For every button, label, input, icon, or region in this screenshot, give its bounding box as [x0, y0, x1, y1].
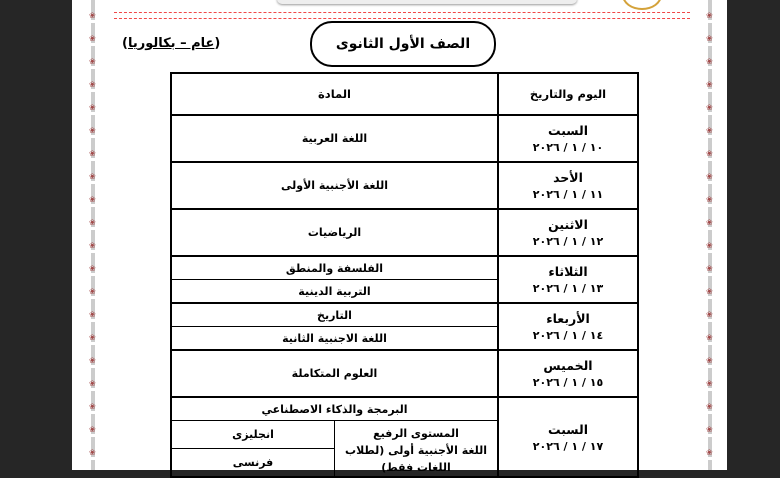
page-border-right: [708, 0, 712, 470]
day-name: السبت: [547, 123, 589, 138]
date: ١٥ / ١ / ٢٠٢٦: [532, 376, 604, 389]
border-ornament-icon: ❀: [706, 11, 713, 20]
border-ornament-icon: ❀: [89, 218, 96, 227]
advanced-level-cell: [335, 421, 499, 478]
column-header-day: اليوم والتاريخ: [498, 73, 638, 115]
border-ornament-icon: ❀: [706, 264, 713, 273]
border-ornament-icon: ❀: [89, 287, 96, 296]
border-ornament-icon: ❀: [706, 57, 713, 66]
border-ornament-icon: ❀: [706, 34, 713, 43]
table-row: [171, 303, 638, 327]
table-row: [171, 350, 638, 397]
border-ornament-icon: ❀: [89, 149, 96, 158]
day-cell: [498, 397, 638, 477]
subject-cell: البرمجة والذكاء الاصطناعي: [171, 397, 498, 421]
subject-cell: الرياضيات: [171, 209, 498, 256]
border-ornament-icon: ❀: [89, 103, 96, 112]
border-ornament-icon: ❀: [89, 264, 96, 273]
subject-cell: اللغة الاجنبية الثانية: [171, 327, 498, 351]
day-cell: [498, 209, 638, 256]
date: ١٧ / ١ / ٢٠٢٦: [532, 439, 604, 453]
border-ornament-icon: ❀: [706, 287, 713, 296]
day-name: الثلاثاء: [548, 264, 588, 279]
border-ornament-icon: ❀: [706, 402, 713, 411]
border-ornament-icon: ❀: [89, 425, 96, 434]
day-cell: [498, 303, 638, 350]
date: ١٤ / ١ / ٢٠٢٦: [532, 329, 604, 342]
exam-schedule-table: [170, 72, 639, 478]
table-row: [171, 162, 638, 209]
border-ornament-icon: ❀: [89, 310, 96, 319]
border-ornament-icon: ❀: [706, 310, 713, 319]
table-row: [171, 209, 638, 256]
day-name: السبت: [547, 421, 589, 437]
logo-emblem: [622, 0, 662, 10]
track-text: عام – بكالوريا: [127, 36, 215, 51]
border-ornament-icon: ❀: [706, 448, 713, 457]
border-ornament-icon: ❀: [89, 195, 96, 204]
border-ornament-icon: ❀: [89, 402, 96, 411]
border-ornament-icon: ❀: [706, 241, 713, 250]
border-ornament-icon: ❀: [706, 218, 713, 227]
border-ornament-icon: ❀: [706, 103, 713, 112]
subject-cell: التربية الدينية: [171, 280, 498, 304]
border-ornament-icon: ❀: [706, 195, 713, 204]
track-label: (عام – بكالوريا): [122, 36, 221, 51]
document-page: [72, 0, 727, 474]
subject-cell: التاريخ: [171, 303, 498, 327]
language-option-english: انجليزى: [171, 421, 335, 449]
day-cell: [498, 115, 638, 162]
dashed-divider: [114, 12, 690, 19]
language-option-french: فرنسى: [171, 448, 335, 477]
border-ornament-icon: ❀: [706, 80, 713, 89]
column-header-subject: المادة: [171, 73, 498, 115]
border-ornament-icon: ❀: [706, 172, 713, 181]
border-ornament-icon: ❀: [89, 356, 96, 365]
border-ornament-icon: ❀: [706, 149, 713, 158]
advanced-level-title: المستوى الرفيع: [373, 427, 459, 440]
page-border-left: [91, 0, 95, 470]
day-cell: [498, 162, 638, 209]
border-ornament-icon: ❀: [89, 172, 96, 181]
border-ornament-icon: ❀: [89, 241, 96, 250]
table-row: [171, 115, 638, 162]
advanced-level-subject: اللغة الأجنبية أولى (لطلاب اللغات فقط): [345, 444, 487, 474]
date: ١٠ / ١ / ٢٠٢٦: [532, 141, 604, 154]
page-title: الصف الأول الثانوى: [310, 21, 496, 67]
border-ornament-icon: ❀: [706, 333, 713, 342]
border-ornament-icon: ❀: [706, 425, 713, 434]
border-ornament-icon: ❀: [706, 356, 713, 365]
border-ornament-icon: ❀: [89, 333, 96, 342]
date: ١١ / ١ / ٢٠٢٦: [532, 188, 604, 201]
table-row: [171, 397, 638, 421]
subject-cell: اللغة الأجنبية الأولى: [171, 162, 498, 209]
day-cell: [498, 350, 638, 397]
border-ornament-icon: ❀: [706, 379, 713, 388]
border-ornament-icon: ❀: [89, 57, 96, 66]
subject-cell: اللغة العربية: [171, 115, 498, 162]
header-banner: [277, 0, 577, 4]
table-row: [171, 256, 638, 280]
border-ornament-icon: ❀: [89, 126, 96, 135]
border-ornament-icon: ❀: [89, 80, 96, 89]
day-name: الاثنين: [548, 217, 588, 232]
date: ١٣ / ١ / ٢٠٢٦: [532, 282, 604, 295]
day-name: الأربعاء: [546, 311, 590, 326]
border-ornament-icon: ❀: [89, 448, 96, 457]
border-ornament-icon: ❀: [89, 379, 96, 388]
day-name: الخميس: [543, 358, 593, 373]
day-name: الأحد: [553, 170, 583, 185]
date: ١٢ / ١ / ٢٠٢٦: [532, 235, 604, 248]
border-ornament-icon: ❀: [89, 34, 96, 43]
day-cell: [498, 256, 638, 303]
border-ornament-icon: ❀: [89, 11, 96, 20]
subject-cell: العلوم المتكاملة: [171, 350, 498, 397]
subject-cell: الفلسفة والمنطق: [171, 256, 498, 280]
border-ornament-icon: ❀: [706, 126, 713, 135]
